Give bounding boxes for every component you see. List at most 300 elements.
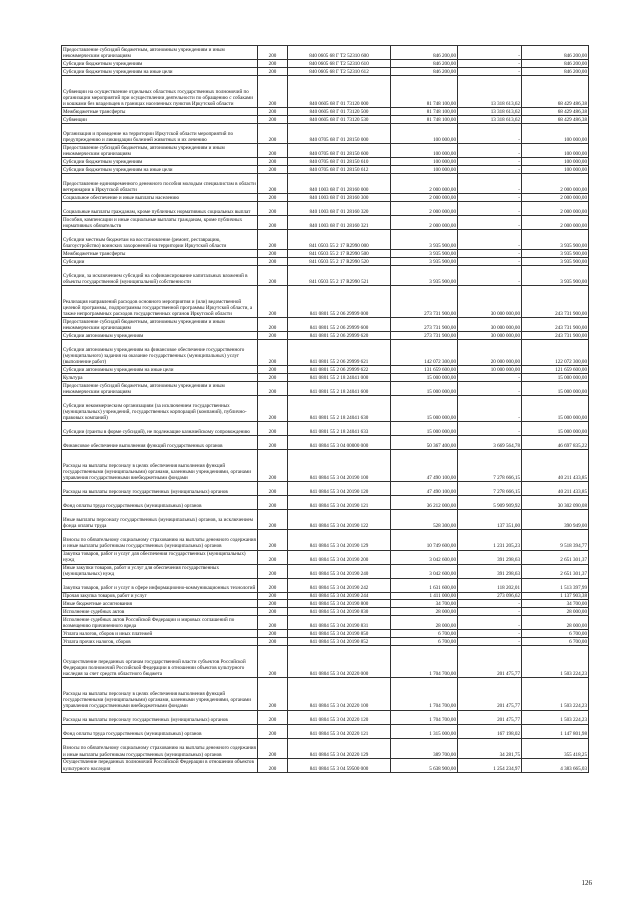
- row-executed-amount: 10 000 000,00: [458, 366, 522, 374]
- row-code: 200: [258, 229, 288, 249]
- table-row: [62, 215, 589, 229]
- row-code: 200: [258, 108, 288, 116]
- row-classification-code: 841 0804 55 3 04 20190 122: [288, 510, 391, 530]
- row-name: Иные закупки товаров, работ и услуг для обеспечения государственных (муниципальных) нужд: [62, 564, 258, 578]
- row-name: Расходы на выплаты персоналу государственных (муниципальных) органов: [62, 710, 258, 724]
- row-name: Культура: [62, 373, 258, 381]
- budget-execution-table: [61, 45, 589, 773]
- table-row: [62, 165, 589, 173]
- row-remaining-amount: 390 949,00: [522, 510, 589, 530]
- row-approved-amount: 81 748 100,00: [391, 108, 458, 116]
- row-executed-amount: 13 318 613,62: [458, 75, 522, 107]
- row-remaining-amount: 68 429 486,38: [522, 75, 589, 107]
- row-approved-amount: 28 000,00: [391, 616, 458, 630]
- table-row: [62, 608, 589, 616]
- row-approved-amount: 47 490 100,00: [391, 482, 458, 496]
- row-code: 200: [258, 143, 288, 157]
- row-remaining-amount: 30 302 090,08: [522, 496, 589, 510]
- row-name: Субсидии автономным учреждениям: [62, 331, 258, 339]
- row-approved-amount: 3 042 600,00: [391, 564, 458, 578]
- row-name: Субвенции на осуществление отдельных областных государственных полномочий по организации мероприятий при осуществлении деятельности по обращению с собаками и кошками без владельцев в границах населенных пунктов Иркутской области: [62, 75, 258, 107]
- row-code: 200: [258, 60, 288, 68]
- row-classification-code: 841 0804 55 3 04 20190 852: [288, 638, 391, 646]
- row-executed-amount: 201 475,77: [458, 710, 522, 724]
- row-executed-amount: 30 000 000,00: [458, 317, 522, 331]
- row-approved-amount: 273 731 900,00: [391, 285, 458, 317]
- row-remaining-amount: 15 000 000,00: [522, 422, 589, 436]
- row-executed-amount: -: [458, 46, 522, 60]
- row-code: 200: [258, 165, 288, 173]
- row-executed-amount: 167 198,02: [458, 724, 522, 738]
- row-name: Уплата прочих налогов, сборов: [62, 638, 258, 646]
- table-row: [62, 373, 589, 381]
- row-name: Предоставление единовременного денежного пособия молодым специалистам в области ветеринарии в Иркутской области: [62, 173, 258, 193]
- row-remaining-amount: 3 935 900,00: [522, 229, 589, 249]
- row-remaining-amount: 6 700,00: [522, 630, 589, 638]
- table-row: [62, 193, 589, 201]
- row-code: 200: [258, 285, 288, 317]
- row-name: Субсидии: [62, 257, 258, 265]
- row-approved-amount: 2 000 000,00: [391, 215, 458, 229]
- row-approved-amount: 2 000 000,00: [391, 173, 458, 193]
- row-classification-code: 841 0804 55 3 04 20220 121: [288, 724, 391, 738]
- row-remaining-amount: 3 935 900,00: [522, 257, 589, 265]
- table-row: [62, 758, 589, 772]
- row-executed-amount: -: [458, 600, 522, 608]
- row-code: 200: [258, 75, 288, 107]
- row-remaining-amount: 28 000,00: [522, 608, 589, 616]
- row-approved-amount: 846 200,00: [391, 67, 458, 75]
- table-row: [62, 678, 589, 710]
- row-name: Субсидии автономным учреждениям на финансовое обеспечение государственного (муниципального) задания на оказание государственных (муниципальных) услуг (выполнение работ): [62, 339, 258, 365]
- row-name: Межбюджетные трансферты: [62, 249, 258, 257]
- row-name: Пособия, компенсации и иные социальные выплаты гражданам, кроме публичных нормативных обязательств: [62, 215, 258, 229]
- table-row: [62, 265, 589, 285]
- row-name: Субсидии местным бюджетам на восстановление (ремонт, реставрацию, благоустройство) воинских захоронений на территории Иркутской области: [62, 229, 258, 249]
- row-code: 200: [258, 215, 288, 229]
- row-classification-code: 841 0804 55 3 04 20220 129: [288, 738, 391, 758]
- row-executed-amount: -: [458, 638, 522, 646]
- row-code: 200: [258, 710, 288, 724]
- row-remaining-amount: 100 000,00: [522, 157, 589, 165]
- row-name: Субсидии, за исключением субсидий на софинансирование капитальных вложений в объекты государственной (муниципальной) собственности: [62, 265, 258, 285]
- row-code: 200: [258, 496, 288, 510]
- row-classification-code: 840 0705 68 Г 01 28150 000: [288, 123, 391, 143]
- row-approved-amount: 2 000 000,00: [391, 201, 458, 215]
- row-remaining-amount: 243 731 900,00: [522, 285, 589, 317]
- row-name: Межбюджетные трансферты: [62, 108, 258, 116]
- row-executed-amount: -: [458, 630, 522, 638]
- row-code: 200: [258, 600, 288, 608]
- row-remaining-amount: 121 659 600,00: [522, 366, 589, 374]
- row-classification-code: 841 0804 55 3 04 20190 200: [288, 550, 391, 564]
- row-name: Иные бюджетные ассигнования: [62, 600, 258, 608]
- table-row: [62, 592, 589, 600]
- row-approved-amount: 100 000,00: [391, 123, 458, 143]
- table-row: [62, 564, 589, 578]
- row-classification-code: 841 0804 55 3 04 20190 831: [288, 616, 391, 630]
- row-classification-code: 840 0605 68 Г 01 73120 530: [288, 115, 391, 123]
- row-executed-amount: -: [458, 608, 522, 616]
- row-executed-amount: -: [458, 201, 522, 215]
- row-approved-amount: 1 704 700,00: [391, 710, 458, 724]
- row-classification-code: 841 0801 55 2 06 29999 620: [288, 331, 391, 339]
- row-remaining-amount: 15 000 000,00: [522, 373, 589, 381]
- row-classification-code: 840 0705 68 Г 01 28150 610: [288, 157, 391, 165]
- row-code: 200: [258, 738, 288, 758]
- row-approved-amount: 1 704 700,00: [391, 678, 458, 710]
- row-remaining-amount: 2 000 000,00: [522, 193, 589, 201]
- row-code: 200: [258, 630, 288, 638]
- row-approved-amount: 1 315 000,00: [391, 724, 458, 738]
- row-approved-amount: 81 748 100,00: [391, 115, 458, 123]
- row-remaining-amount: 68 429 486,38: [522, 115, 589, 123]
- row-remaining-amount: 355 418,25: [522, 738, 589, 758]
- row-classification-code: 841 0503 55 2 17 R2990 521: [288, 265, 391, 285]
- row-executed-amount: 30 000 000,00: [458, 331, 522, 339]
- table-row: [62, 381, 589, 395]
- row-remaining-amount: 4 383 665,03: [522, 758, 589, 772]
- table-row: [62, 75, 589, 107]
- table-row: [62, 638, 589, 646]
- row-executed-amount: 201 475,77: [458, 645, 522, 677]
- row-name: Фонд оплаты труда государственных (муниципальных) органов: [62, 724, 258, 738]
- row-name: Субсидии некоммерческим организациям (за исключением государственных (муниципальных) учреждений, государственных корпораций (компаний), публично-правовых компаний): [62, 395, 258, 421]
- row-remaining-amount: 243 731 900,00: [522, 331, 589, 339]
- row-code: 200: [258, 339, 288, 365]
- row-name: Фонд оплаты труда государственных (муниципальных) органов: [62, 496, 258, 510]
- row-approved-amount: 273 731 900,00: [391, 331, 458, 339]
- row-executed-amount: 118 202,01: [458, 578, 522, 592]
- table-row: [62, 450, 589, 482]
- row-approved-amount: 846 200,00: [391, 46, 458, 60]
- row-remaining-amount: 1 503 224,23: [522, 710, 589, 724]
- row-remaining-amount: 1 513 397,99: [522, 578, 589, 592]
- table-row: [62, 339, 589, 365]
- row-classification-code: 840 0605 68 Г Т2 52310 600: [288, 46, 391, 60]
- row-executed-amount: -: [458, 616, 522, 630]
- row-classification-code: 841 0801 55 2 06 29999 622: [288, 366, 391, 374]
- row-executed-amount: 7 278 666,15: [458, 450, 522, 482]
- row-approved-amount: 3 935 900,00: [391, 265, 458, 285]
- row-code: 200: [258, 436, 288, 450]
- row-approved-amount: 3 042 600,00: [391, 550, 458, 564]
- row-name: Исполнение судебных актов: [62, 608, 258, 616]
- row-approved-amount: 15 000 000,00: [391, 422, 458, 436]
- row-remaining-amount: 68 429 486,38: [522, 108, 589, 116]
- row-name: Предоставление субсидий бюджетным, автономным учреждениям и иным некоммерческим организациям: [62, 143, 258, 157]
- row-name: Финансовое обеспечение выполнения функций государственных органов: [62, 436, 258, 450]
- row-approved-amount: 50 367 400,00: [391, 436, 458, 450]
- table-row: [62, 229, 589, 249]
- row-code: 200: [258, 564, 288, 578]
- row-code: 200: [258, 592, 288, 600]
- row-classification-code: 841 0801 55 2 18 24041 600: [288, 381, 391, 395]
- row-name: Взносы по обязательному социальному страхованию на выплаты денежного содержания и иные выплаты работникам государственных (муниципальных) органов: [62, 530, 258, 550]
- row-classification-code: 841 0801 55 2 06 29999 600: [288, 317, 391, 331]
- row-executed-amount: -: [458, 143, 522, 157]
- row-classification-code: 841 0804 55 3 04 20190 850: [288, 630, 391, 638]
- row-approved-amount: 131 659 600,00: [391, 366, 458, 374]
- row-classification-code: 841 0804 55 3 04 20220 120: [288, 710, 391, 724]
- row-code: 200: [258, 724, 288, 738]
- row-approved-amount: 15 000 000,00: [391, 381, 458, 395]
- table-row: [62, 317, 589, 331]
- table-row: [62, 67, 589, 75]
- row-code: 200: [258, 645, 288, 677]
- row-remaining-amount: 40 211 433,85: [522, 482, 589, 496]
- table-body: [62, 46, 589, 773]
- row-classification-code: 840 0605 68 Г Т2 52310 612: [288, 67, 391, 75]
- row-code: 200: [258, 46, 288, 60]
- table-row: [62, 46, 589, 60]
- row-code: 200: [258, 608, 288, 616]
- row-name: Расходы на выплаты персоналу в целях обеспечения выполнения функций государственными (муниципальными) органами, казенными учреждениями, органами управления государственными внебюджетными фондами: [62, 678, 258, 710]
- row-classification-code: 841 0804 55 3 04 20190 830: [288, 608, 391, 616]
- table-row: [62, 257, 589, 265]
- row-code: 200: [258, 115, 288, 123]
- row-executed-amount: 5 909 909,92: [458, 496, 522, 510]
- row-code: 200: [258, 422, 288, 436]
- row-classification-code: 841 0804 55 3 04 59500 000: [288, 758, 391, 772]
- row-code: 200: [258, 257, 288, 265]
- row-remaining-amount: 243 731 900,00: [522, 317, 589, 331]
- row-executed-amount: 20 000 000,00: [458, 339, 522, 365]
- row-code: 200: [258, 381, 288, 395]
- row-executed-amount: -: [458, 249, 522, 257]
- table-row: [62, 645, 589, 677]
- row-classification-code: 841 0503 55 2 17 R2990 500: [288, 249, 391, 257]
- row-classification-code: 841 0801 55 2 18 24041 000: [288, 373, 391, 381]
- row-classification-code: 841 0804 55 3 04 20190 120: [288, 482, 391, 496]
- table-row: [62, 108, 589, 116]
- row-name: Взносы по обязательному социальному страхованию на выплаты денежного содержания и иные выплаты работникам государственных (муниципальных) органов: [62, 738, 258, 758]
- table-row: [62, 422, 589, 436]
- row-remaining-amount: 100 000,00: [522, 123, 589, 143]
- row-approved-amount: 100 000,00: [391, 143, 458, 157]
- row-name: Социальные выплаты гражданам, кроме публичных нормативных социальных выплат: [62, 201, 258, 215]
- row-remaining-amount: 2 000 000,00: [522, 215, 589, 229]
- row-name: Субсидии бюджетным учреждениям на иные цели: [62, 67, 258, 75]
- row-code: 200: [258, 638, 288, 646]
- row-name: Социальное обеспечение и иные выплаты населению: [62, 193, 258, 201]
- row-executed-amount: -: [458, 123, 522, 143]
- row-classification-code: 841 0801 55 2 06 29999 621: [288, 339, 391, 365]
- row-executed-amount: -: [458, 60, 522, 68]
- row-remaining-amount: 28 000,00: [522, 616, 589, 630]
- row-classification-code: 841 0804 55 3 04 00000 000: [288, 436, 391, 450]
- row-remaining-amount: 2 000 000,00: [522, 173, 589, 193]
- row-approved-amount: 389 700,00: [391, 738, 458, 758]
- table-row: [62, 249, 589, 257]
- row-classification-code: 841 0804 55 3 04 20190 240: [288, 564, 391, 578]
- table-row: [62, 115, 589, 123]
- row-executed-amount: -: [458, 395, 522, 421]
- row-approved-amount: 100 000,00: [391, 157, 458, 165]
- row-code: 200: [258, 510, 288, 530]
- row-approved-amount: 1 631 600,00: [391, 578, 458, 592]
- row-code: 200: [258, 67, 288, 75]
- row-classification-code: 841 0503 55 2 17 R2990 000: [288, 229, 391, 249]
- row-name: Субсидии бюджетным учреждениям: [62, 157, 258, 165]
- row-name: Предоставление субсидий бюджетным, автономным учреждениям и иным некоммерческим организациям: [62, 381, 258, 395]
- row-name: Расходы на выплаты персоналу государственных (муниципальных) органов: [62, 482, 258, 496]
- row-classification-code: 841 0801 55 2 18 24041 630: [288, 395, 391, 421]
- row-name: Субсидии (гранты в форме субсидий), не подлежащие казначейскому сопровождению: [62, 422, 258, 436]
- table-row: [62, 143, 589, 157]
- row-name: Осуществление переданных полномочий Российской Федерации в отношении объектов культурного наследия: [62, 758, 258, 772]
- row-classification-code: 841 0804 55 3 04 20190 121: [288, 496, 391, 510]
- row-code: 200: [258, 550, 288, 564]
- row-code: 200: [258, 678, 288, 710]
- row-approved-amount: 6 700,00: [391, 638, 458, 646]
- row-remaining-amount: 15 000 000,00: [522, 381, 589, 395]
- row-code: 200: [258, 317, 288, 331]
- row-executed-amount: 1 254 234,97: [458, 758, 522, 772]
- row-executed-amount: -: [458, 173, 522, 193]
- row-approved-amount: 36 212 000,00: [391, 496, 458, 510]
- row-approved-amount: 100 000,00: [391, 165, 458, 173]
- row-approved-amount: 47 490 100,00: [391, 450, 458, 482]
- table-row: [62, 510, 589, 530]
- table-row: [62, 630, 589, 638]
- row-remaining-amount: 46 697 835,22: [522, 436, 589, 450]
- row-executed-amount: -: [458, 165, 522, 173]
- table-row: [62, 496, 589, 510]
- row-classification-code: 840 0605 68 Г Т2 52310 610: [288, 60, 391, 68]
- table-row: [62, 436, 589, 450]
- row-classification-code: 841 0804 55 3 04 20220 000: [288, 645, 391, 677]
- table-row: [62, 530, 589, 550]
- row-approved-amount: 6 700,00: [391, 630, 458, 638]
- row-executed-amount: -: [458, 373, 522, 381]
- row-name: Субсидии автономным учреждениям на иные цели: [62, 366, 258, 374]
- row-approved-amount: 5 638 900,00: [391, 758, 458, 772]
- row-approved-amount: 3 935 900,00: [391, 249, 458, 257]
- row-remaining-amount: 1 147 801,98: [522, 724, 589, 738]
- row-classification-code: 841 0804 55 3 04 20220 100: [288, 678, 391, 710]
- row-name: Организация и проведение на территории Иркутской области мероприятий по предупреждению и ликвидации болезней животных и их лечению: [62, 123, 258, 143]
- row-approved-amount: 846 200,00: [391, 60, 458, 68]
- row-remaining-amount: 122 072 300,00: [522, 339, 589, 365]
- row-classification-code: 840 0705 68 Г 01 28150 600: [288, 143, 391, 157]
- row-code: 200: [258, 123, 288, 143]
- row-executed-amount: -: [458, 265, 522, 285]
- table-row: [62, 578, 589, 592]
- row-executed-amount: -: [458, 67, 522, 75]
- row-remaining-amount: 2 651 301,37: [522, 550, 589, 564]
- row-executed-amount: -: [458, 215, 522, 229]
- row-approved-amount: 15 000 000,00: [391, 395, 458, 421]
- row-code: 200: [258, 201, 288, 215]
- row-executed-amount: 391 298,63: [458, 550, 522, 564]
- row-classification-code: 840 0605 68 Г 01 73120 500: [288, 108, 391, 116]
- row-classification-code: 840 1003 68 Г 01 28160 300: [288, 193, 391, 201]
- table-row: [62, 550, 589, 564]
- row-remaining-amount: 15 000 000,00: [522, 395, 589, 421]
- table-row: [62, 616, 589, 630]
- row-remaining-amount: 3 935 900,00: [522, 265, 589, 285]
- table-row: [62, 285, 589, 317]
- row-executed-amount: -: [458, 157, 522, 165]
- row-name: Закупка товаров, работ и услуг в сфере информационно-коммуникационных технологий: [62, 578, 258, 592]
- table-row: [62, 738, 589, 758]
- row-remaining-amount: 2 000 000,00: [522, 201, 589, 215]
- table-row: [62, 60, 589, 68]
- row-code: 200: [258, 173, 288, 193]
- page-number: 126: [581, 879, 592, 887]
- row-executed-amount: 13 318 613,62: [458, 115, 522, 123]
- table-row: [62, 123, 589, 143]
- row-approved-amount: 3 935 900,00: [391, 229, 458, 249]
- row-code: 200: [258, 193, 288, 201]
- row-remaining-amount: 100 000,00: [522, 165, 589, 173]
- row-classification-code: 841 0804 55 3 04 20190 129: [288, 530, 391, 550]
- row-executed-amount: 7 278 666,15: [458, 482, 522, 496]
- row-remaining-amount: 1 137 903,38: [522, 592, 589, 600]
- row-executed-amount: 3 669 564,78: [458, 436, 522, 450]
- row-name: Субвенции: [62, 115, 258, 123]
- row-executed-amount: 137 351,00: [458, 510, 522, 530]
- row-code: 200: [258, 450, 288, 482]
- row-remaining-amount: 6 700,00: [522, 638, 589, 646]
- row-remaining-amount: 846 200,00: [522, 60, 589, 68]
- row-executed-amount: 391 298,63: [458, 564, 522, 578]
- row-code: 200: [258, 366, 288, 374]
- row-approved-amount: 1 704 700,00: [391, 645, 458, 677]
- row-remaining-amount: 846 200,00: [522, 67, 589, 75]
- row-name: Субсидии бюджетным учреждениям: [62, 60, 258, 68]
- table-row: [62, 395, 589, 421]
- row-approved-amount: 81 748 100,00: [391, 75, 458, 107]
- row-remaining-amount: 100 000,00: [522, 143, 589, 157]
- row-name: Предоставление субсидий бюджетным, автономным учреждениям и иным некоммерческим организациям: [62, 317, 258, 331]
- table-row: [62, 331, 589, 339]
- table-row: [62, 366, 589, 374]
- row-executed-amount: 13 318 613,62: [458, 108, 522, 116]
- row-approved-amount: 1 411 000,00: [391, 592, 458, 600]
- row-classification-code: 840 1003 68 Г 01 28160 000: [288, 173, 391, 193]
- row-name: Прочая закупка товаров, работ и услуг: [62, 592, 258, 600]
- row-name: Расходы на выплаты персоналу в целях обеспечения выполнения функций государственными (муниципальными) органами, казенными учреждениями, органами управления государственными внебюджетными фондами: [62, 450, 258, 482]
- row-remaining-amount: 40 211 433,85: [522, 450, 589, 482]
- row-code: 200: [258, 249, 288, 257]
- row-executed-amount: 201 475,77: [458, 678, 522, 710]
- row-code: 200: [258, 265, 288, 285]
- row-classification-code: 841 0804 55 3 04 20190 800: [288, 600, 391, 608]
- row-remaining-amount: 3 935 900,00: [522, 249, 589, 257]
- row-approved-amount: 34 700,00: [391, 600, 458, 608]
- table-row: [62, 724, 589, 738]
- row-executed-amount: -: [458, 193, 522, 201]
- row-classification-code: 841 0804 55 3 04 20190 100: [288, 450, 391, 482]
- row-remaining-amount: 846 200,00: [522, 46, 589, 60]
- row-code: 200: [258, 482, 288, 496]
- row-code: 200: [258, 373, 288, 381]
- row-executed-amount: 34 281,75: [458, 738, 522, 758]
- row-classification-code: 840 0705 68 Г 01 28150 612: [288, 165, 391, 173]
- table-row: [62, 710, 589, 724]
- row-classification-code: 841 0503 55 2 17 R2990 520: [288, 257, 391, 265]
- table-row: [62, 157, 589, 165]
- row-approved-amount: 273 731 900,00: [391, 317, 458, 331]
- row-remaining-amount: 34 700,00: [522, 600, 589, 608]
- row-approved-amount: 28 000,00: [391, 608, 458, 616]
- row-name: Предоставление субсидий бюджетным, автономным учреждениям и иным некоммерческим организациям: [62, 46, 258, 60]
- row-remaining-amount: 1 503 224,23: [522, 678, 589, 710]
- row-classification-code: 840 0605 68 Г 01 73120 000: [288, 75, 391, 107]
- table-row: [62, 201, 589, 215]
